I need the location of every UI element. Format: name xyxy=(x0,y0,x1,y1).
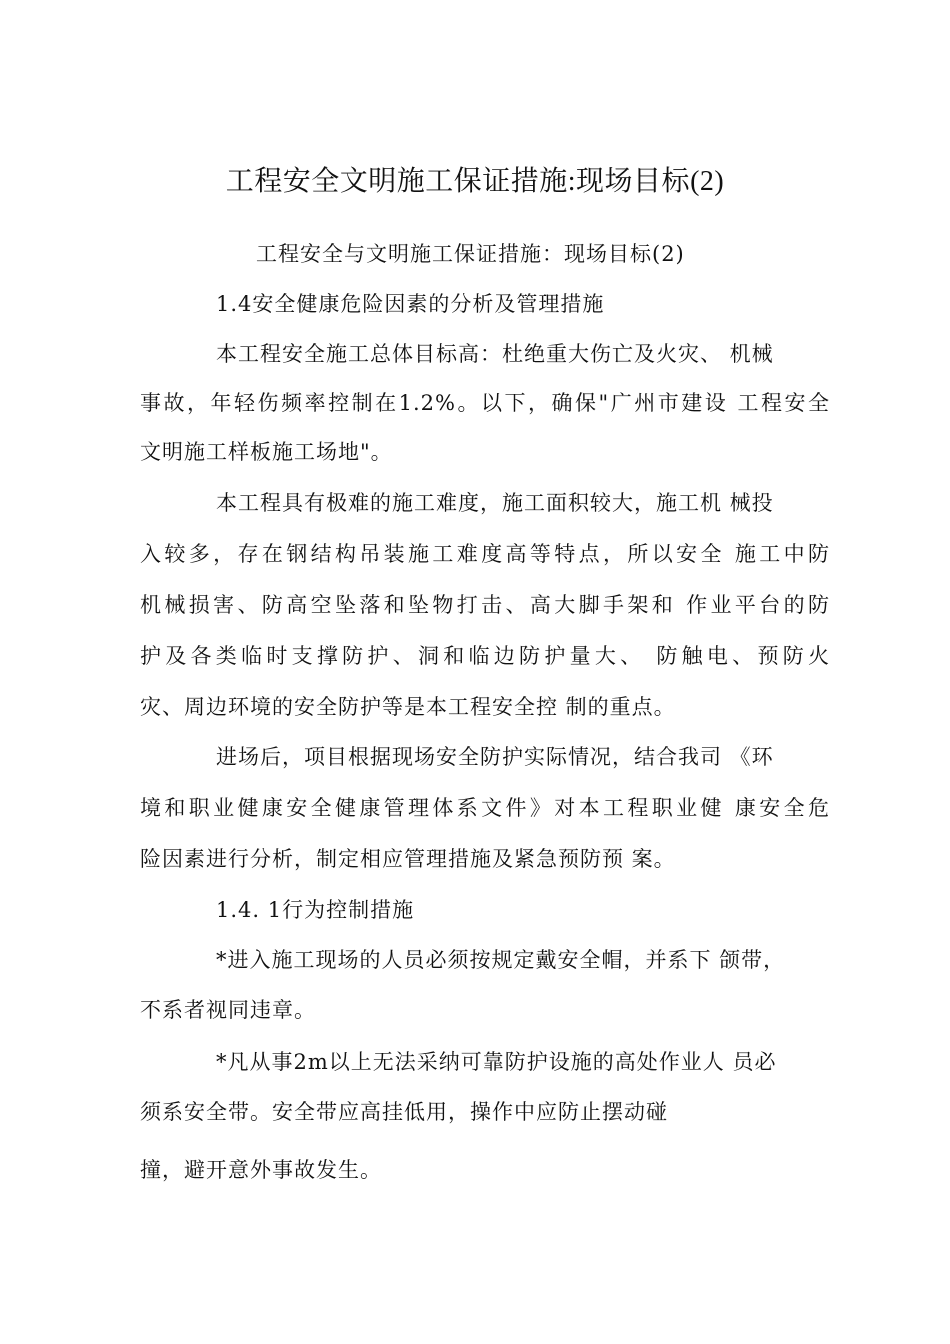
document-subtitle: 工程安全与文明施工保证措施：现场目标(2) xyxy=(256,242,685,266)
paragraph-3-line-1: 进场后，项目根据现场安全防护实际情况，结合我司 《环 xyxy=(216,745,774,769)
paragraph-2-line-1: 本工程具有极难的施工难度，施工面积较大，施工机 械投 xyxy=(216,491,774,515)
paragraph-1-line-2: 事故，年轻伤频率控制在1.2%。以下，确保"广州市建设 工程安全 xyxy=(140,391,830,415)
paragraph-2-line-3: 机械损害、防高空坠落和坠物打击、高大脚手架和 作业平台的防 xyxy=(140,593,830,617)
paragraph-1-line-3: 文明施工样板施工场地"。 xyxy=(140,440,393,464)
paragraph-4-line-2: 不系者视同违章。 xyxy=(140,998,316,1022)
paragraph-1-line-1: 本工程安全施工总体目标高：杜绝重大伤亡及火灾、 机械 xyxy=(216,342,774,366)
paragraph-5-line-1: *凡从事2m以上无法采纳可靠防护设施的高处作业人 员必 xyxy=(216,1050,777,1074)
paragraph-4-line-1: *进入施工现场的人员必须按规定戴安全帽，并系下 颌带， xyxy=(216,948,786,972)
paragraph-2-line-2: 入较多，存在钢结构吊装施工难度高等特点，所以安全 施工中防 xyxy=(140,542,830,566)
document-body xyxy=(140,0,830,1344)
paragraph-2-line-4: 护及各类临时支撑防护、洞和临边防护量大、 防触电、预防火 xyxy=(140,644,830,668)
paragraph-3-line-2: 境和职业健康安全健康管理体系文件》对本工程职业健 康安全危 xyxy=(140,796,830,820)
subsection-heading: 1.4. 1行为控制措施 xyxy=(216,898,415,922)
section-heading: 1.4安全健康危险因素的分析及管理措施 xyxy=(216,292,605,316)
document-title: 工程安全文明施工保证措施:现场目标(2) xyxy=(225,166,725,197)
paragraph-2-line-5: 灾、周边环境的安全防护等是本工程安全控 制的重点。 xyxy=(140,695,676,719)
paragraph-5-line-2: 须系安全带。安全带应高挂低用，操作中应防止摆动碰 xyxy=(140,1100,668,1124)
paragraph-3-line-3: 险因素进行分析，制定相应管理措施及紧急预防预 案。 xyxy=(140,847,676,871)
paragraph-5-line-3: 撞，避开意外事故发生。 xyxy=(140,1158,382,1182)
